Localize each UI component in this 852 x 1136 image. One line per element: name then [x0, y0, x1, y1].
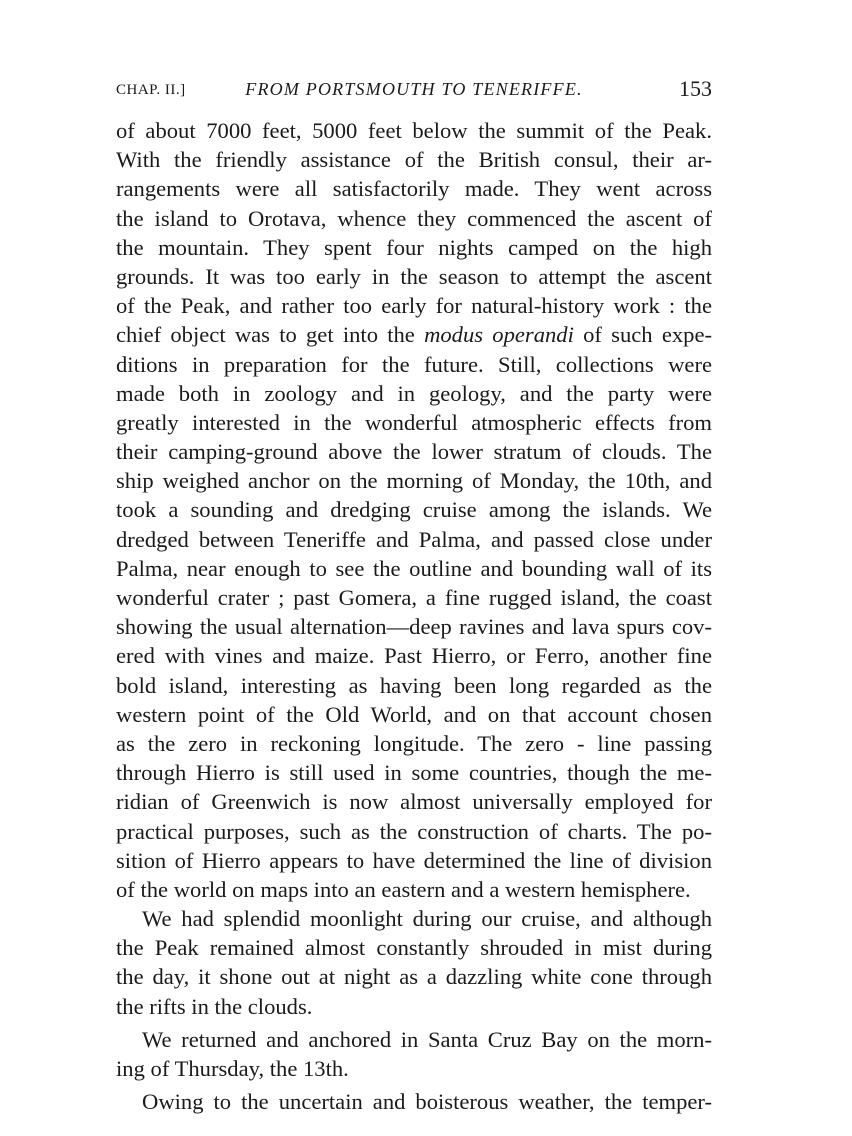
text-line: ing of Thursday, the 13th.: [116, 1056, 349, 1081]
text-line: the island to Orotava, whence they commenced the ascent of: [116, 205, 712, 231]
body-text: [116, 116, 712, 1116]
text-run: chief object was to get into the: [116, 322, 425, 348]
text-line: of the Peak, and rather too early for natural-history work : the: [116, 293, 712, 319]
text-line: ditions in preparation for the future. Still, collections were: [116, 351, 712, 377]
running-header: [116, 76, 712, 106]
text-line: Owing to the uncertain and boisterous weather, the temper-: [142, 1089, 712, 1115]
paragraph: [116, 1025, 712, 1083]
text-line: of about 7000 feet, 5000 feet below the summit of the Peak.: [116, 118, 712, 143]
page-number: 153: [679, 76, 712, 101]
text-line: the mountain. They spent four nights camped on the high: [116, 234, 712, 260]
running-title: FROM PORTSMOUTH TO TENERIFFE.: [245, 79, 583, 99]
text-line: ship weighed anchor on the morning of Monday, the 10th, and: [116, 468, 712, 494]
text-line: their camping-ground above the lower stratum of clouds. The: [116, 439, 712, 465]
paragraph: [116, 904, 712, 1021]
text-line: made both in zoology and in geology, and the party were: [116, 380, 712, 406]
paragraph: [116, 116, 712, 904]
text-line: showing the usual alternation—deep ravines and lava spurs cov-: [116, 614, 712, 640]
text-line: We had splendid moonlight during our cruise, and although: [142, 906, 712, 932]
text-line: as the zero in reckoning longitude. The zero - line passing: [116, 730, 712, 756]
text-line: grounds. It was too early in the season to attempt the ascent: [116, 263, 712, 289]
text-line: practical purposes, such as the construction of charts. The po-: [116, 818, 712, 844]
text-line: western point of the Old World, and on that account chosen: [116, 701, 712, 727]
text-line: greatly interested in the wonderful atmospheric effects from: [116, 409, 712, 435]
italic-phrase: modus operandi: [424, 322, 574, 348]
text-line: the day, it shone out at night as a dazzling white cone through: [116, 964, 712, 990]
text-line: With the friendly assistance of the British consul, their ar-: [116, 147, 712, 173]
text-line: the rifts in the clouds.: [116, 993, 313, 1019]
text-run: of such expe-: [573, 322, 713, 348]
text-line: bold island, interesting as having been long regarded as the: [116, 672, 712, 698]
text-line: ridian of Greenwich is now almost universally employed for: [116, 789, 712, 815]
text-line: [116, 320, 712, 349]
text-line: through Hierro is still used in some countries, though the me-: [116, 760, 712, 786]
text-line: Palma, near enough to see the outline and bounding wall of its: [116, 555, 712, 581]
paragraph: [116, 1087, 712, 1116]
text-line: ered with vines and maize. Past Hierro, or Ferro, another fine: [116, 643, 712, 669]
text-line: wonderful crater ; past Gomera, a fine rugged island, the coast: [116, 585, 712, 610]
text-line: the Peak remained almost constantly shrouded in mist during: [116, 935, 712, 961]
text-line: sition of Hierro appears to have determined the line of division: [116, 847, 712, 873]
text-line: We returned and anchored in Santa Cruz Bay on the morn-: [142, 1026, 712, 1052]
text-line: of the world on maps into an eastern and a western hemisphere.: [116, 876, 691, 902]
text-line: rangements were all satisfactorily made. They went across: [116, 176, 712, 202]
chapter-label: CHAP. II.]: [116, 82, 186, 98]
text-line: took a sounding and dredging cruise among the islands. We: [116, 497, 712, 523]
text-line: dredged between Teneriffe and Palma, and passed close under: [116, 526, 712, 552]
